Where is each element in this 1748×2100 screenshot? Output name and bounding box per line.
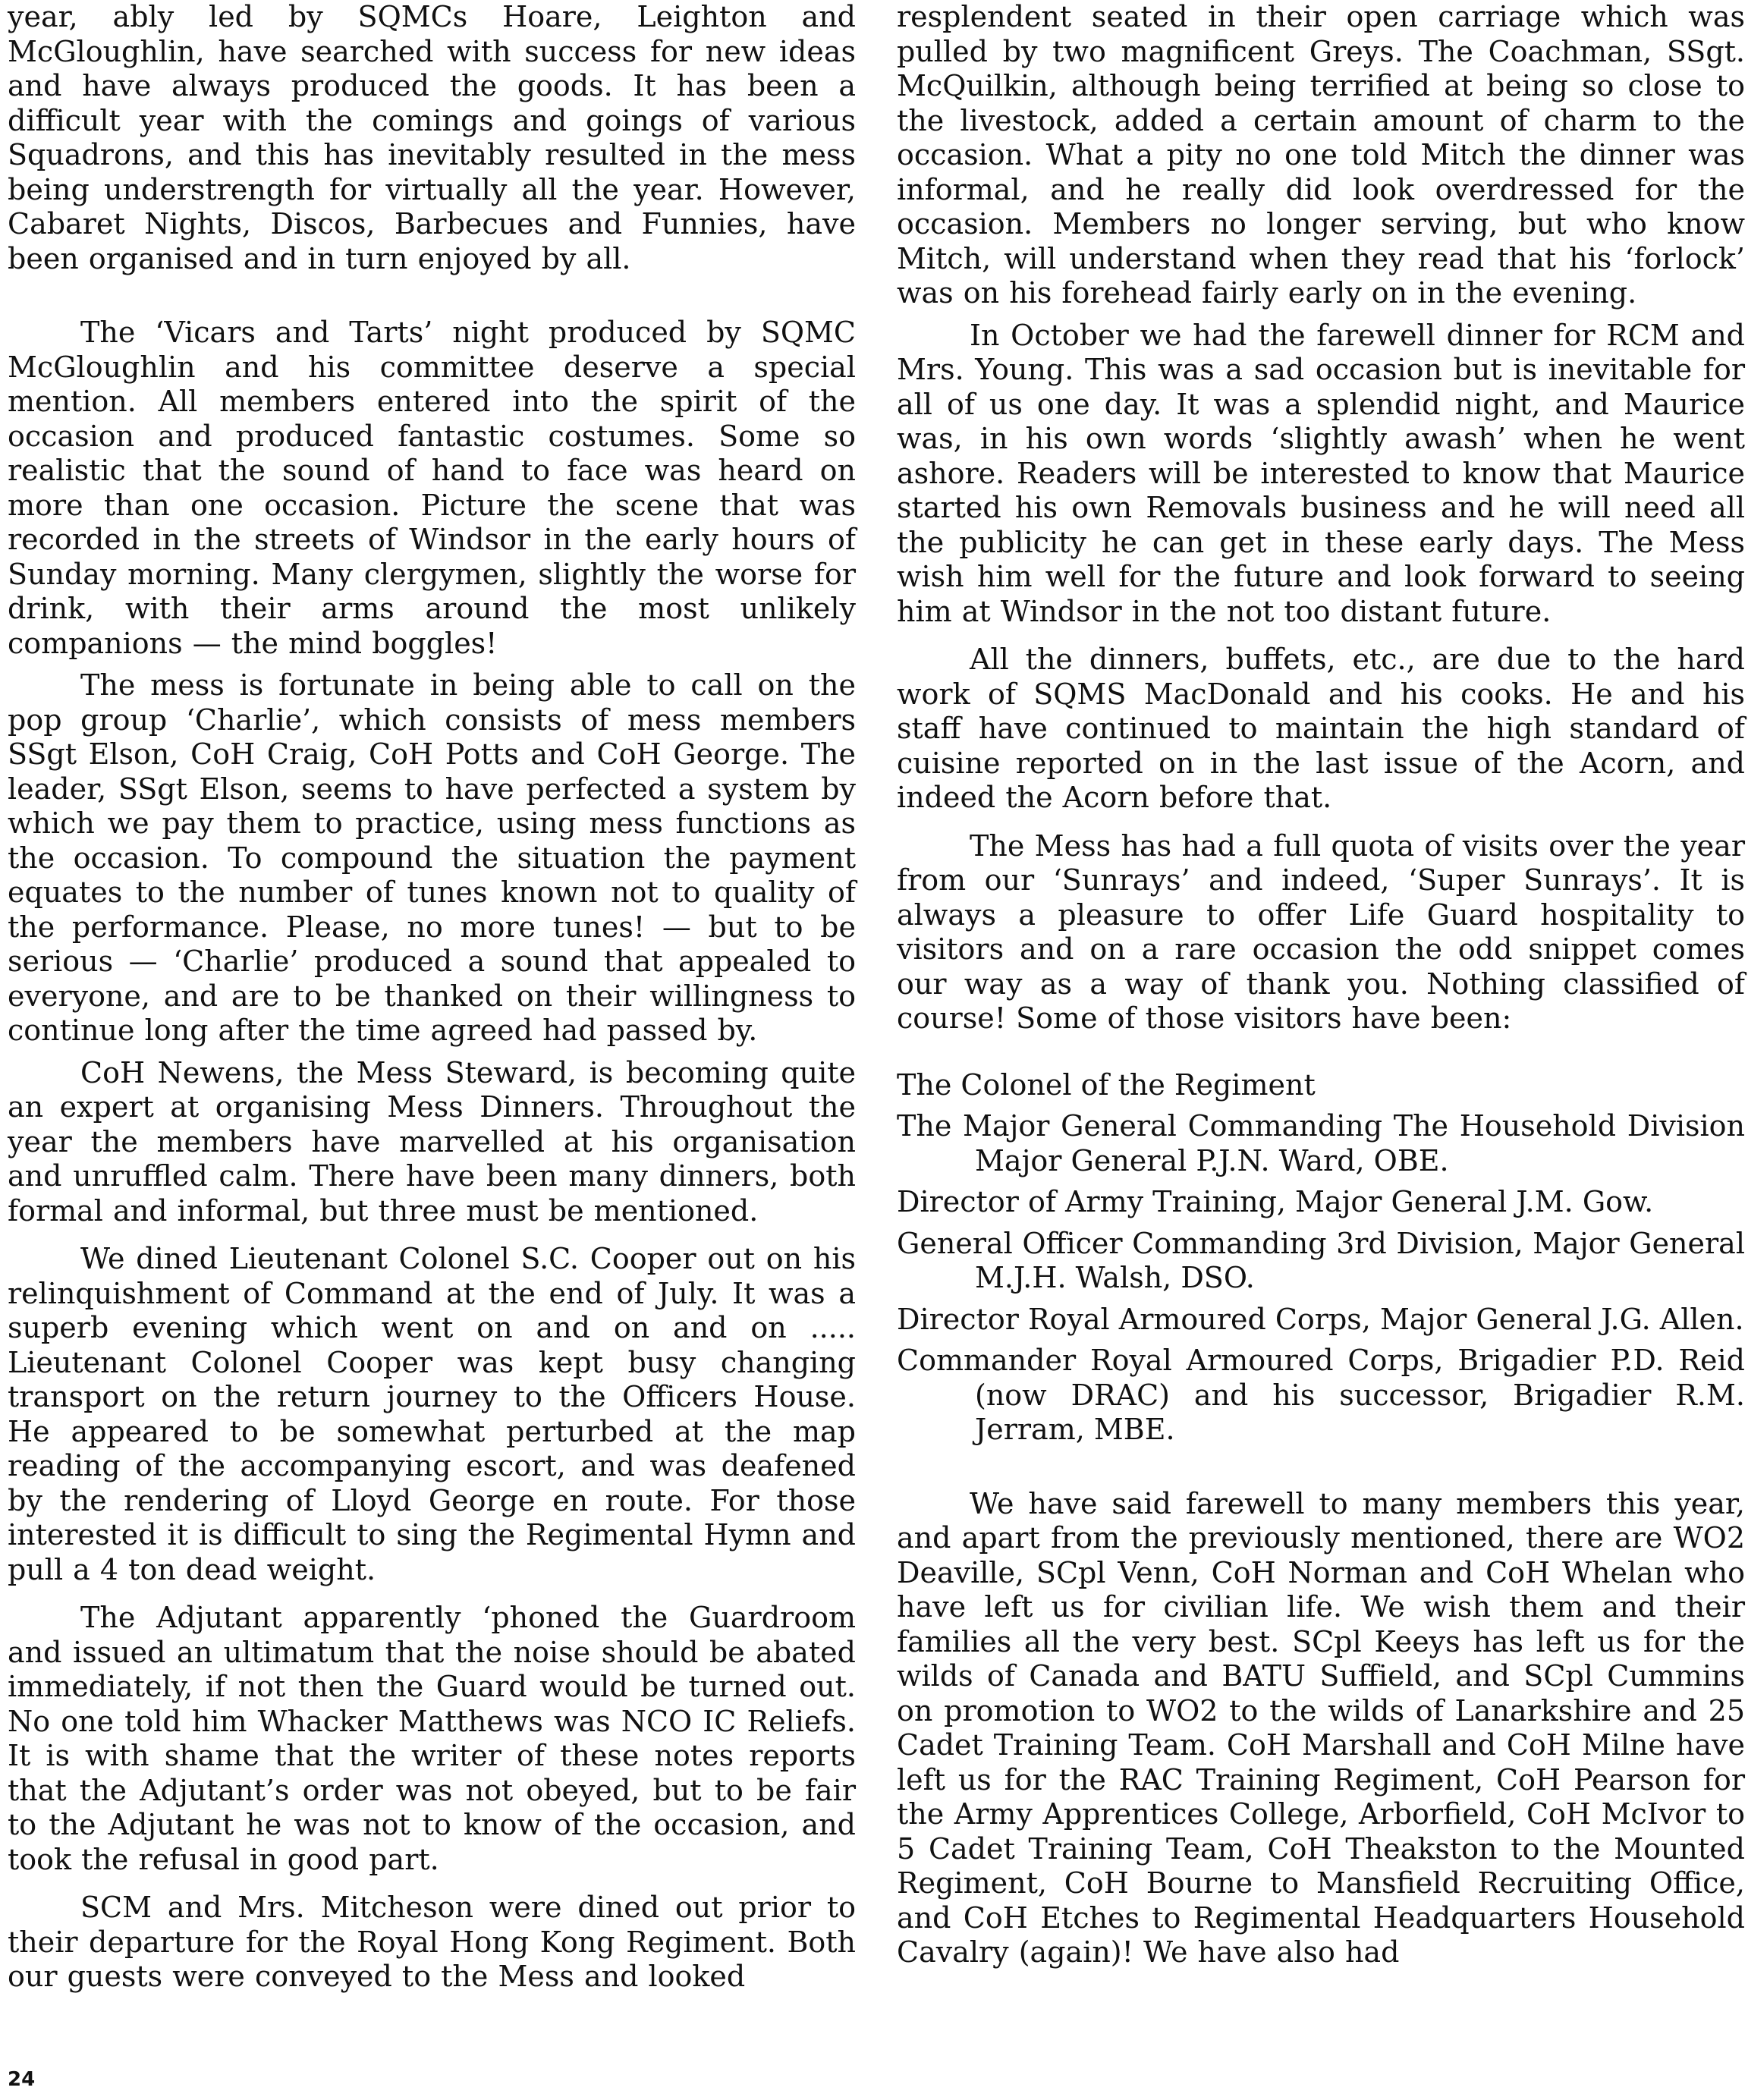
paragraph: The mess is fortunate in being able to call on the pop group ‘Charlie’, which consists of mess members SSgt Elson, CoH Craig, CoH Potts and CoH George. The leader, SSgt Elson, seems to have perfected a system by which we pay them to practice, using mess functions as the occasion. To compound the situation the payment equates to the number of tunes known not to quality of the performance. Please, no more tunes! — but to be serious — ‘Charlie’ produced a sound that appealed to everyone, and are to be thanked on their willingness to continue long after the time agreed had passed by.: [8, 668, 856, 1047]
paragraph: The Mess has had a full quota of visits over the year from our ‘Sunrays’ and indeed, ‘Super Sunrays’. It is always a pleasure to offer Life Guard hospitality to visitors and on a rare occasion the odd snippet comes our way as a way of thank you. Nothing classified of course! Some of those visitors have been:: [897, 828, 1745, 1035]
visitor-item: Commander Royal Armoured Corps, Brigadier P.D. Reid (now DRAC) and his successor, Brigadier R.M. Jerram, MBE.: [897, 1344, 1745, 1446]
paragraph: In October we had the farewell dinner for RCM and Mrs. Young. This was a sad occasion but is inevitable for all of us one day. It was a splendid night, and Maurice was, in his own words ‘slightly awash’ when he went ashore. Readers will be interested to know that Maurice started his own Removals business and he will need all the publicity he can get in these early days. The Mess wish him well for the future and look forward to seeing him at Windsor in the not too distant future.: [897, 318, 1745, 628]
page-number: 24: [8, 2068, 36, 2091]
paragraph: All the dinners, buffets, etc., are due to the hard work of SQMS MacDonald and his cooks. He and his staff have continued to maintain the high standard of cuisine reported on in the last issue of the Acorn, and indeed the Acorn before that.: [897, 643, 1745, 814]
paragraph: SCM and Mrs. Mitcheson were dined out prior to their departure for the Royal Hong Kong Regiment. Both our guests were conveyed to the Mess and looked: [8, 1891, 856, 1993]
visitor-item: Director of Army Training, Major General J.M. Gow.: [897, 1185, 1654, 1218]
right-column: [897, 0, 1745, 1970]
visitors-heading: The Colonel of the Regiment: [897, 1067, 1316, 1102]
paragraph: We have said farewell to many members this year, and apart from the previously mentioned, there are WO2 Deaville, SCpl Venn, CoH Norman and CoH Whelan who have left us for civilian life. We wish them and their families all the very best. SCpl Keeys has left us for the wilds of Canada and BATU Suffield, and SCpl Cummins on promotion to WO2 to the wilds of Lanarkshire and 25 Cadet Training Team. CoH Marshall and CoH Milne have left us for the RAC Training Regiment, CoH Pearson for the Army Apprentices College, Arborfield, CoH McIvor to 5 Cadet Training Team, CoH Theakston to the Mounted Regiment, CoH Bourne to Mansfield Recruiting Office, and CoH Etches to Regimental Headquarters Household Cavalry (again)! We have also had: [897, 1486, 1745, 1969]
paragraph: The Adjutant apparently ‘phoned the Guardroom and issued an ultimatum that the noise should be abated immediately, if not then the Guard would be turned out. No one told him Whacker Matthews was NCO IC Reliefs. It is with shame that the writer of these notes reports that the Adjutant’s order was not obeyed, but to be fair to the Adjutant he was not to know of the occasion, and took the refusal in good part.: [8, 1601, 856, 1876]
visitor-item: General Officer Commanding 3rd Division, Major General M.J.H. Walsh, DSO.: [897, 1226, 1745, 1294]
visitor-item: Director Royal Armoured Corps, Major General J.G. Allen.: [897, 1302, 1744, 1336]
paragraph: resplendent seated in their open carriage which was pulled by two magnificent Greys. The Coachman, SSgt. McQuilkin, although being terrified at being so close to the livestock, added a certain amount of charm to the occasion. What a pity no one told Mitch the dinner was informal, and he really did look overdressed for the occasion. Members no longer serving, but who know Mitch, will understand when they read that his ‘forlock’ was on his forehead fairly early on in the evening.: [897, 0, 1745, 310]
paragraph: year, ably led by SQMCs Hoare, Leighton and McGloughlin, have searched with success for new ideas and have always produced the goods. It has been a difficult year with the comings and goings of various Squadrons, and this has inevitably resulted in the mess being understrength for virtually all the year. However, Cabaret Nights, Discos, Barbecues and Funnies, have been organised and in turn enjoyed by all.: [8, 0, 856, 275]
paragraph: CoH Newens, the Mess Steward, is becoming quite an expert at organising Mess Dinners. Throughout the year the members have marvelled at his organisation and unruffled calm. There have been many dinners, both formal and informal, but three must be mentioned.: [8, 1055, 856, 1228]
visitor-item: The Major General Commanding The Household Division Major General P.J.N. Ward, OBE.: [897, 1109, 1745, 1177]
paragraph: We dined Lieutenant Colonel S.C. Cooper out on his relinquishment of Command at the end of July. It was a superb evening which went on and on and on ..... Lieutenant Colonel Cooper was kept busy changing transport on the return journey to the Officers House. He appeared to be somewhat perturbed at the map reading of the accompanying escort, and was deafened by the rendering of Lloyd George en route. For those interested it is difficult to sing the Regimental Hymn and pull a 4 ton dead weight.: [8, 1242, 856, 1586]
left-column: [8, 0, 856, 1995]
visitors-list: [897, 1109, 1745, 1448]
paragraph: The ‘Vicars and Tarts’ night produced by SQMC McGloughlin and his committee deserve a special mention. All members entered into the spirit of the occasion and produced fantastic costumes. Some so realistic that the sound of hand to face was heard on more than one occasion. Picture the scene that was recorded in the streets of Windsor in the early hours of Sunday morning. Many clergymen, slightly the worse for drink, with their arms around the most unlikely companions — the mind boggles!: [8, 316, 856, 660]
